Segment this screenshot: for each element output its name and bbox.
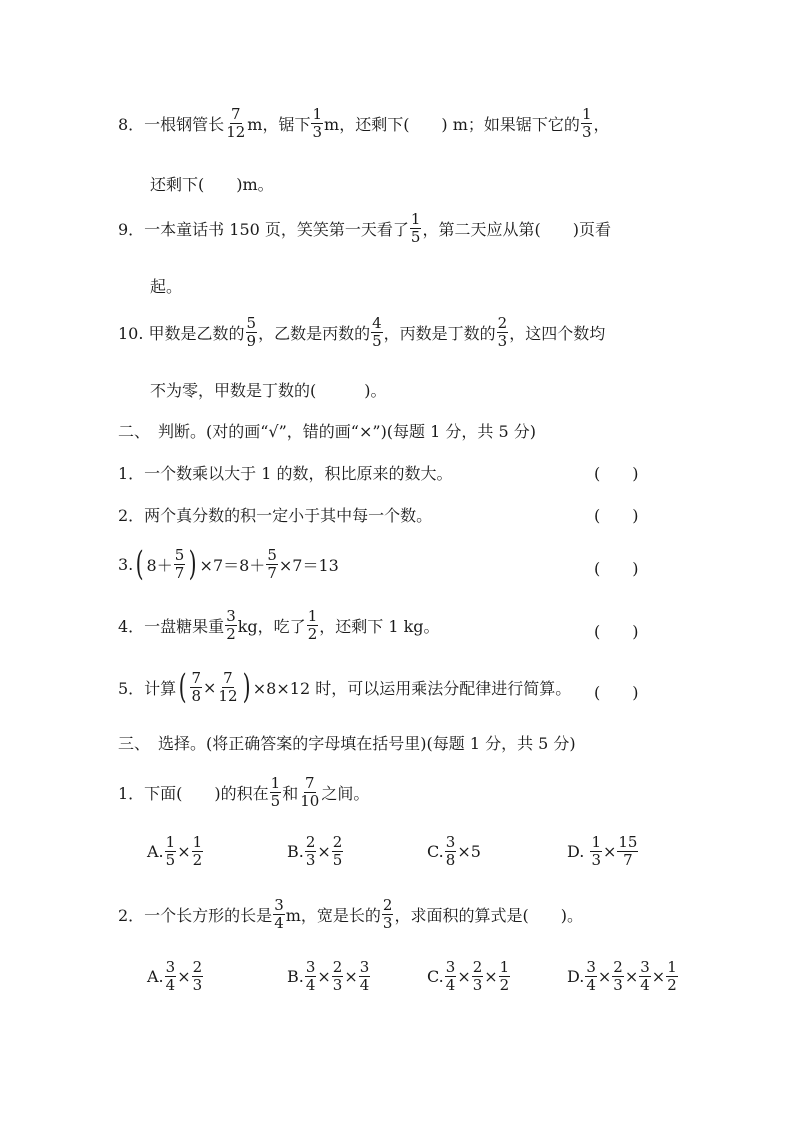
fraction: $\frac{3}{4}$	[165, 958, 176, 994]
fraction: $\frac{3}{2}$	[226, 607, 236, 643]
fraction: $\frac{1}{5}$	[270, 774, 281, 810]
fraction: $\frac{3}{4}$	[445, 958, 456, 994]
fraction: $\frac{3}{4}$	[359, 958, 370, 994]
option-b[interactable]: B. $\frac{2}{3}$ × $\frac{2}{5}$	[287, 833, 343, 869]
fraction: $\frac{3}{4}$	[274, 896, 284, 932]
judge-item-2: 2．两个真分数的积一定小于其中每一个数。	[118, 506, 433, 525]
fraction: $\frac{1}{2}$	[499, 958, 510, 994]
fraction: $\frac{2}{5}$	[332, 833, 343, 869]
right-paren: )	[188, 544, 197, 584]
fraction: $\frac{2}{3}$	[382, 896, 393, 932]
fraction: $\frac{4}{5}$	[372, 314, 382, 350]
fraction: $\frac{5}{9}$	[246, 314, 257, 350]
option-d[interactable]: D. $\frac{1}{3}$ × $\frac{15}{7}$	[567, 833, 638, 869]
option-a[interactable]: A. $\frac{3}{4}$ × $\frac{2}{3}$	[147, 958, 203, 994]
fraction: $\frac{5}{7}$	[174, 545, 185, 582]
fraction: $\frac{15}{7}$	[618, 833, 638, 869]
fraction: $\frac{1}{2}$	[667, 958, 677, 994]
right-paren: )	[242, 667, 251, 707]
fraction: $\frac{1}{3}$	[591, 833, 601, 869]
option-d[interactable]: D. $\frac{3}{4}$ × $\frac{2}{3}$ × $\frac{3}{4}$ × $\frac{1}{2}$	[567, 958, 677, 994]
fraction: $\frac{1}{5}$	[410, 210, 421, 246]
fraction: $\frac{2}{3}$	[332, 958, 343, 994]
question-8-line-2: 还剩下( )m。	[150, 175, 274, 194]
answer-bracket[interactable]: ( )	[594, 622, 639, 641]
answer-bracket[interactable]: ( )	[594, 683, 639, 702]
question-9-line-1: 9．一本童话书 150 页，笑笑第一天看了 $\frac{1}{5}$ ，第二天应从第( )页看	[118, 210, 611, 246]
question-9-line-2: 起。	[150, 277, 183, 296]
fraction: $\frac{7}{10}$	[300, 774, 320, 810]
fraction: $\frac{2}{3}$	[192, 958, 203, 994]
section-3-heading: 三、 选择。(将正确答案的字母填在括号里)(每题 1 分，共 5 分)	[118, 734, 576, 753]
fraction: $\frac{2}{3}$	[613, 958, 623, 994]
section-2-heading: 二、 判断。(对的画“√”，错的画“×”)(每题 1 分，共 5 分)	[118, 422, 536, 441]
question-8-line-1: 8．一根钢管长 $\frac{7}{12}$ m，锯下 $\frac{1}{3}$ m，还剩下( ) m；如果锯下它的 $\frac{1}{3}$ ，	[118, 105, 610, 141]
question-10-line-1: 10. 甲数是乙数的 $\frac{5}{9}$ ，乙数是丙数的 $\frac{4}{5}$ ，丙数是丁数的 $\frac{2}{3}$ ，这四个数均	[118, 314, 606, 350]
fraction: $\frac{3}{4}$	[305, 958, 316, 994]
answer-bracket[interactable]: ( )	[594, 506, 639, 525]
option-c[interactable]: C. $\frac{3}{8}$ ×5	[427, 833, 481, 869]
fraction: $\frac{1}{2}$	[192, 833, 203, 869]
choice-question-2: 2．一个长方形的长是 $\frac{3}{4}$ m，宽是长的 $\frac{2}{3}$ ，求面积的算式是( )。	[118, 896, 583, 932]
choice-question-1: 1．下面( )的积在 $\frac{1}{5}$ 和 $\frac{7}{10}$ 之间。	[118, 774, 370, 810]
fraction: $\frac{7}{12}$	[218, 668, 238, 705]
answer-bracket[interactable]: ( )	[594, 464, 639, 483]
fraction: $\frac{3}{4}$	[586, 958, 596, 994]
fraction: $\frac{3}{8}$	[445, 833, 456, 869]
option-a[interactable]: A. $\frac{1}{5}$ × $\frac{1}{2}$	[147, 833, 203, 869]
left-paren: (	[135, 544, 144, 584]
fraction: $\frac{1}{2}$	[307, 607, 318, 643]
fraction: $\frac{2}{3}$	[472, 958, 483, 994]
fraction: $\frac{3}{4}$	[640, 958, 650, 994]
option-c[interactable]: C. $\frac{3}{4}$ × $\frac{2}{3}$ × $\frac{1}{2}$	[427, 958, 510, 994]
option-b[interactable]: B. $\frac{3}{4}$ × $\frac{2}{3}$ × $\frac{3}{4}$	[287, 958, 370, 994]
fraction: $\frac{1}{3}$	[581, 105, 592, 141]
judge-item-3: 3. ( 8＋ $\frac{5}{7}$ ) ×7＝8＋ $\frac{5}{7}$ ×7＝13	[118, 544, 339, 584]
judge-item-1: 1．一个数乘以大于 1 的数，积比原来的数大。	[118, 464, 453, 483]
answer-bracket[interactable]: ( )	[594, 559, 639, 578]
fraction: $\frac{7}{12}$	[226, 105, 246, 141]
fraction: $\frac{2}{3}$	[497, 314, 508, 350]
fraction: $\frac{2}{3}$	[305, 833, 316, 869]
judge-item-5: 5．计算 ( $\frac{7}{8}$ × $\frac{7}{12}$ ) ×8×12 时，可以运用乘法分配律进行简算。	[118, 667, 572, 707]
judge-item-4: 4．一盘糖果重 $\frac{3}{2}$ kg，吃了 $\frac{1}{2}$ ，还剩下 1 kg。	[118, 607, 440, 643]
fraction: $\frac{1}{5}$	[165, 833, 176, 869]
fraction: $\frac{7}{8}$	[191, 668, 201, 705]
fraction: $\frac{5}{7}$	[267, 545, 277, 582]
left-paren: (	[178, 667, 187, 707]
fraction: $\frac{1}{3}$	[312, 105, 323, 141]
question-10-line-2: 不为零，甲数是丁数的( )。	[150, 381, 387, 400]
